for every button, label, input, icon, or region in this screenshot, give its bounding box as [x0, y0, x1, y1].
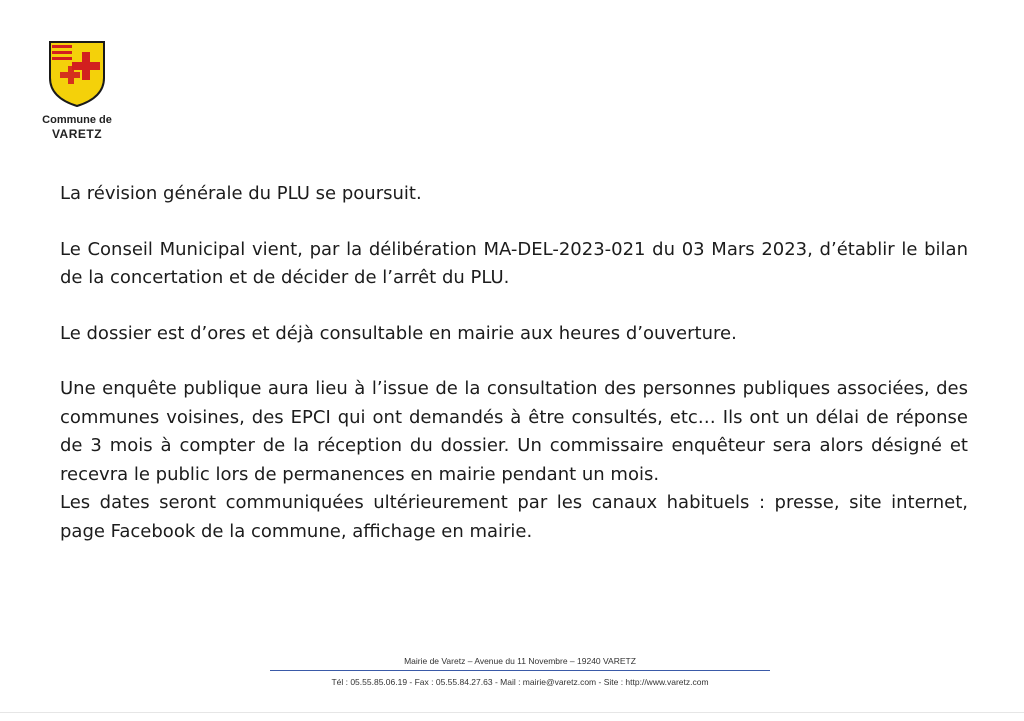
commune-name: VARETZ [51, 127, 103, 141]
footer-contact: Tél : 05.55.85.06.19 - Fax : 05.55.84.27.63 - Mail : mairie@varetz.com - Site : http://www.varetz.com [331, 677, 709, 687]
commune-logo [34, 38, 120, 141]
notice-body [60, 180, 968, 546]
page-edge-line [0, 712, 1024, 713]
footer-divider [270, 670, 770, 671]
paragraph-consultation: Le dossier est d’ores et déjà consultable en mairie aux heures d’ouverture. [60, 322, 737, 344]
paragraph-intro: La révision générale du PLU se poursuit. [60, 183, 422, 204]
paragraph-deliberation: Le Conseil Municipal vient, par la délibération MA-DEL-2023-021 du 03 Mars 2023, d’établir le bilan de la concertation et de décider de l’arrêt du PLU. [60, 238, 968, 288]
footer [270, 655, 770, 688]
paragraph-dates: Les dates seront communiquées ultérieurement par les canaux habituels : presse, site internet, page Facebook de la commune, affichage en mairie. [60, 492, 968, 542]
coat-of-arms-icon [46, 38, 108, 108]
commune-label: Commune de [42, 114, 112, 126]
paragraph-enquete: Une enquête publique aura lieu à l’issue de la consultation des personnes publiques associées, des communes voisines, des EPCI qui ont demandés à être consultés, etc… Ils ont un délai de réponse de 3 mois à compter de la réception du dossier. Un commissaire enquêteur sera alors désigné et recevra le public lors de permanences en mairie pendant un mois. [60, 378, 968, 485]
footer-address: Mairie de Varetz – Avenue du 11 Novembre – 19240 VARETZ [404, 656, 636, 666]
